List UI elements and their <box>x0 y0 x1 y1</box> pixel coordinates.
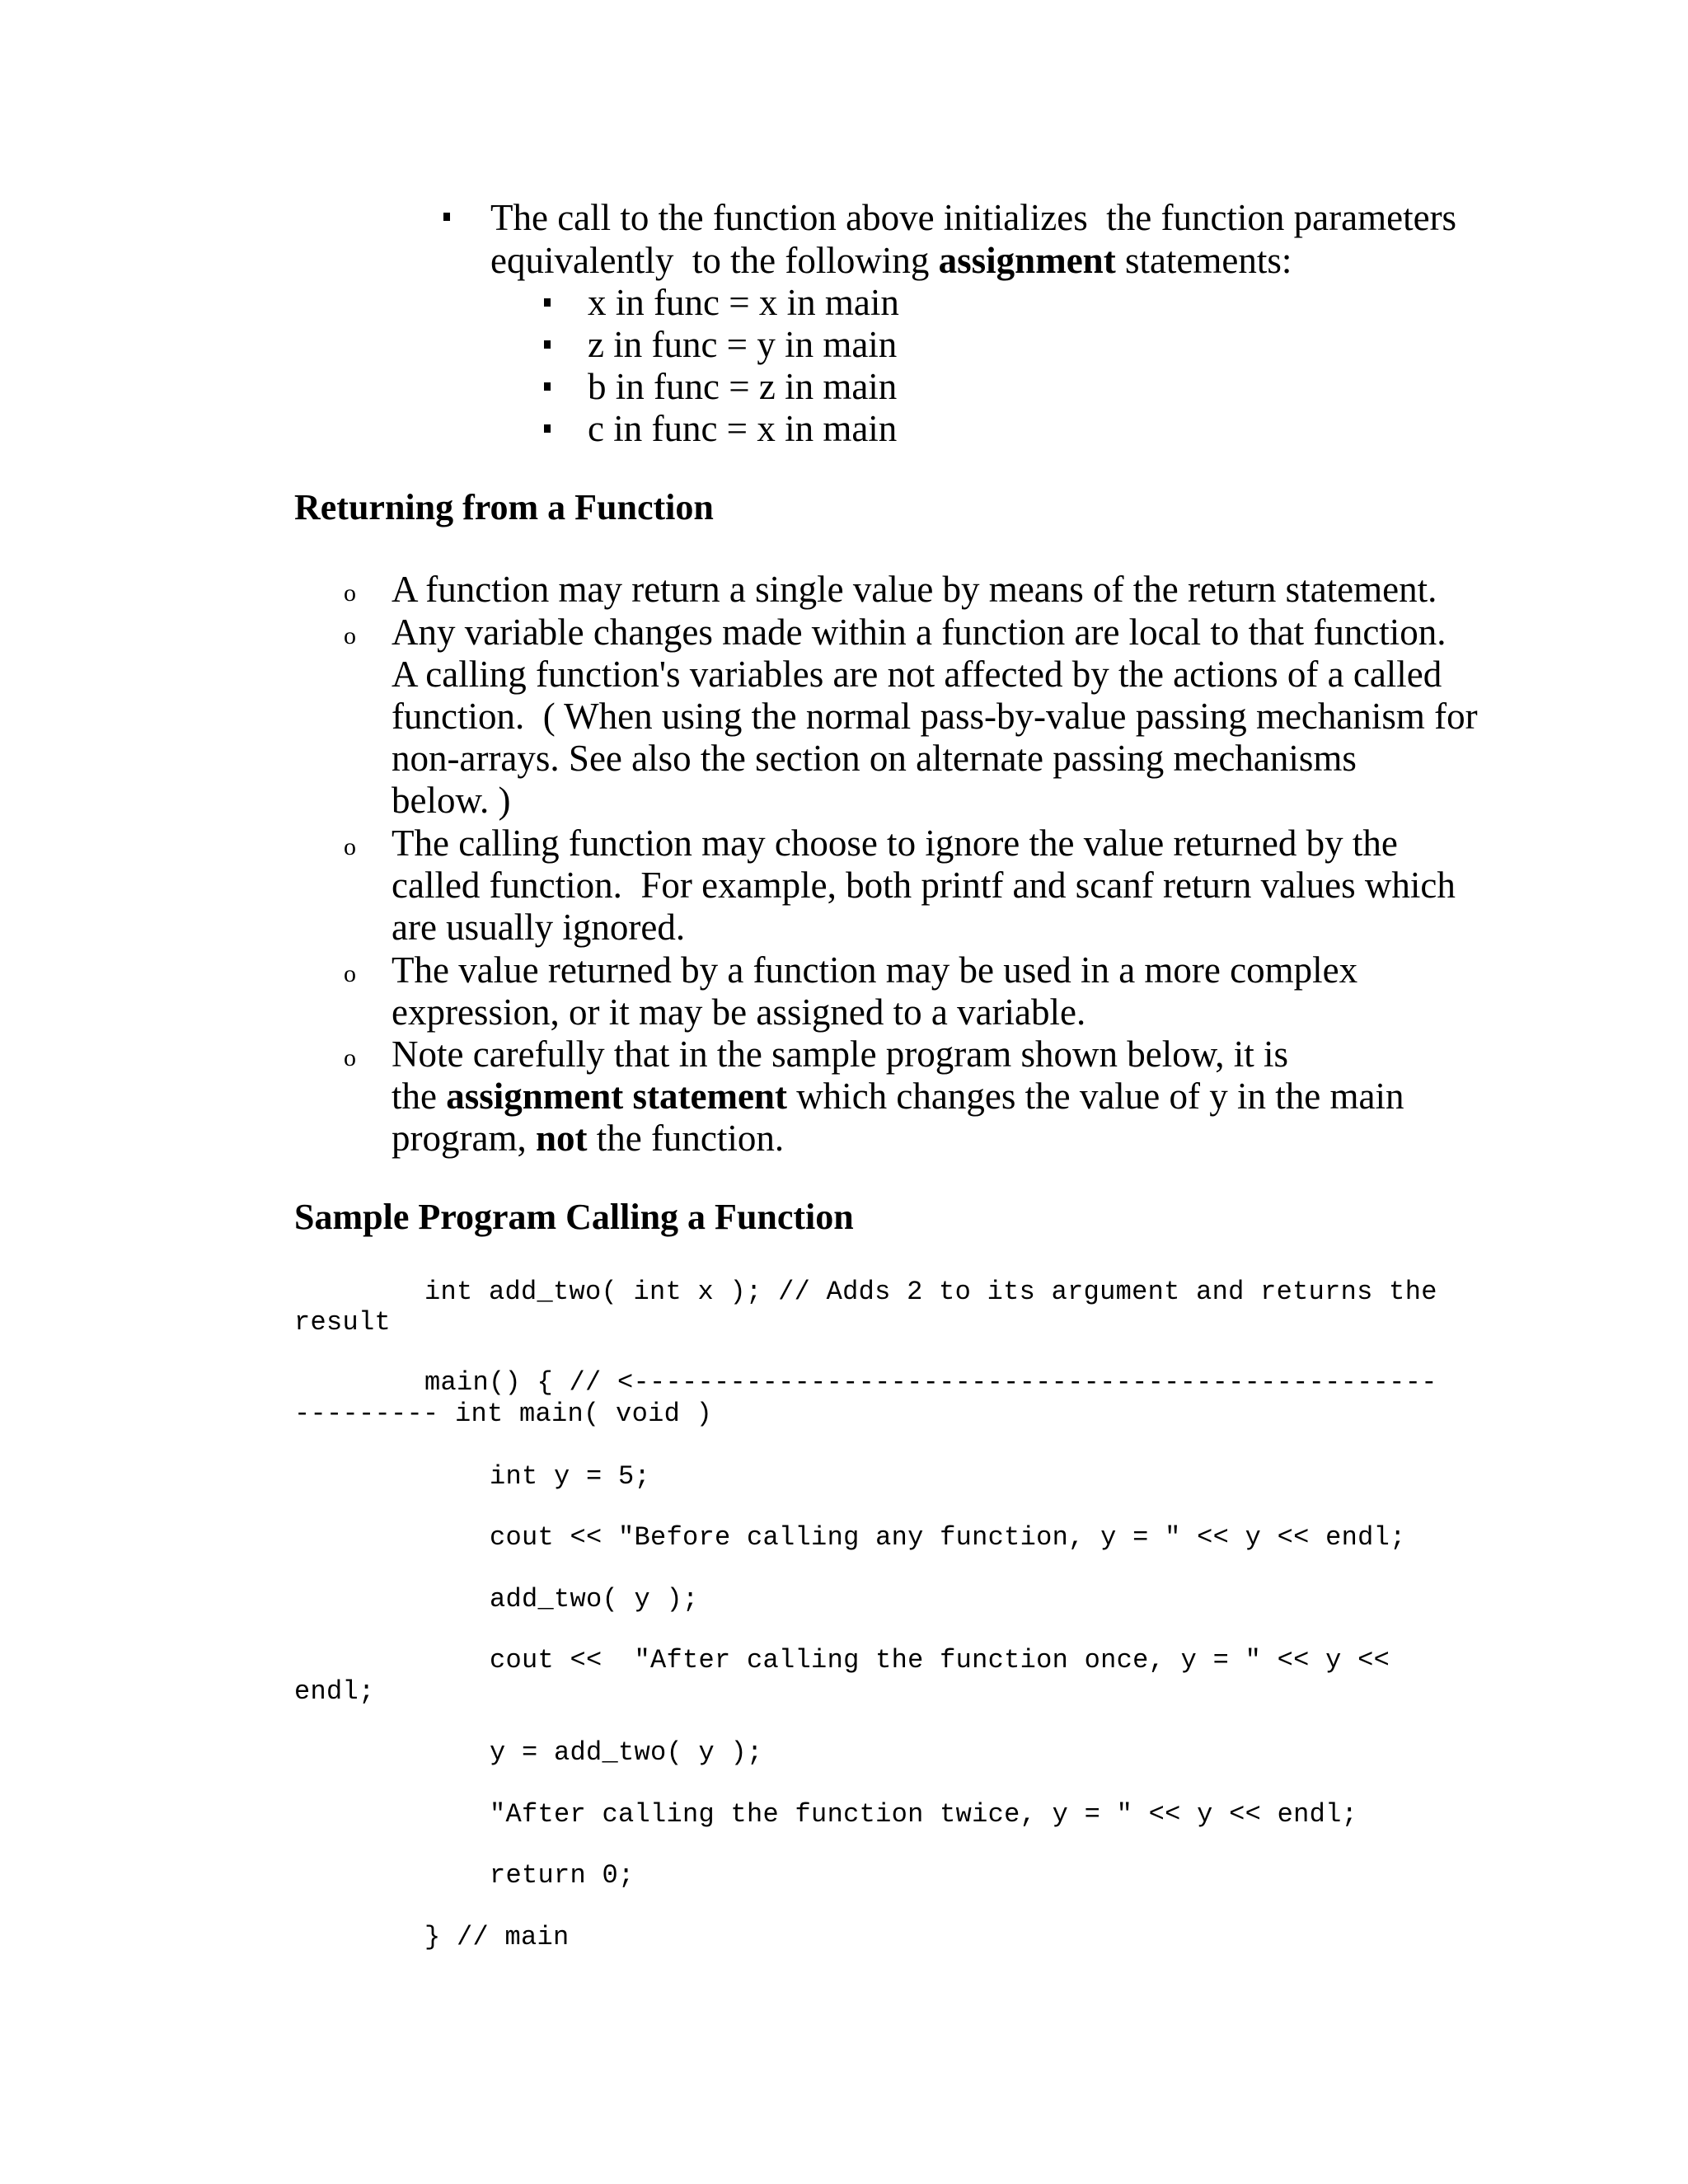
ret-b1: A function may return a single value by means of the return statement. <box>392 569 1437 610</box>
ret-b3-l2: called function. For example, both printf and scanf return values which <box>392 865 1456 906</box>
ret-b2-l1: Any variable changes made within a function are local to that function. <box>392 612 1447 653</box>
intro-assignment-bold: assignment <box>938 240 1116 281</box>
circle-bullet-icon: o <box>344 1044 356 1071</box>
ret-b4-l2: expression, or it may be assigned to a variable. <box>392 991 1086 1033</box>
code-line: int add_two( int x ); // Adds 2 to its argument and returns the <box>424 1277 1437 1307</box>
sub-item-3: b in func = z in main <box>588 366 898 407</box>
sub-item-4: c in func = x in main <box>588 408 898 449</box>
ret-b3-l3: are usually ignored. <box>392 907 686 948</box>
ret-b5-l3-end: the function. <box>587 1118 785 1159</box>
code-line-wrap: --------- int main( void ) <box>294 1399 713 1429</box>
sub-item-2: z in func = y in main <box>588 324 898 365</box>
square-bullet-icon <box>544 340 551 349</box>
ret-b5-l3 <box>392 1117 784 1160</box>
code-line: } // main <box>424 1922 570 1952</box>
ret-b2-l3: function. ( When using the normal pass-by-value passing mechanism for <box>392 696 1478 737</box>
circle-bullet-icon: o <box>344 622 356 649</box>
ret-b5-l1: Note carefully that in the sample program shown below, it is <box>392 1033 1289 1075</box>
square-bullet-icon <box>544 298 551 307</box>
code-line: main() { // <-------------------------------------------------- <box>424 1367 1437 1398</box>
ret-b2-l2: A calling function's variables are not affected by the actions of a called <box>392 654 1442 695</box>
not-bold: not <box>535 1118 588 1159</box>
ret-b5-l3-text: program, <box>392 1118 536 1159</box>
code-line: return 0; <box>490 1860 635 1891</box>
ret-b4-l1: The value returned by a function may be used in a more complex <box>392 949 1358 991</box>
code-line: add_two( y ); <box>490 1584 699 1615</box>
square-bullet-icon <box>544 382 551 391</box>
intro-line-2-end: statements: <box>1115 240 1292 281</box>
intro-line-2 <box>490 239 1292 282</box>
sub-item-1: x in func = x in main <box>588 282 899 323</box>
code-line-wrap: result <box>294 1307 392 1338</box>
code-line: int y = 5; <box>490 1461 651 1492</box>
circle-bullet-icon: o <box>344 833 356 860</box>
square-bullet-icon <box>544 424 551 433</box>
code-line: y = add_two( y ); <box>490 1737 763 1768</box>
ret-b2-l5: below. ) <box>392 780 511 821</box>
circle-bullet-icon: o <box>344 960 356 987</box>
ret-b2-l4: non-arrays. See also the section on alternate passing mechanisms <box>392 738 1357 779</box>
code-line: cout << "After calling the function once, y = " << y << <box>490 1645 1390 1675</box>
code-line: "After calling the function twice, y = " << y << endl; <box>490 1799 1358 1830</box>
intro-line-2-text: equivalently to the following <box>490 240 939 281</box>
circle-bullet-icon: o <box>344 579 356 607</box>
intro-line-1: The call to the function above initializes the function parameters <box>490 197 1457 238</box>
assignment-statement-bold: assignment statement <box>446 1076 787 1117</box>
square-bullet-icon <box>443 213 450 221</box>
ret-b5-l2 <box>392 1075 1404 1118</box>
ret-b3-l1: The calling function may choose to ignore the value returned by the <box>392 823 1398 864</box>
code-line: cout << "Before calling any function, y = " << y << endl; <box>490 1522 1406 1553</box>
ret-b5-l2-end: which changes the value of y in the main <box>786 1076 1404 1117</box>
ret-b5-l2-text: the <box>392 1076 447 1117</box>
heading-returning: Returning from a Function <box>294 487 714 527</box>
heading-sample-program: Sample Program Calling a Function <box>294 1197 854 1237</box>
code-line-wrap: endl; <box>294 1676 375 1707</box>
